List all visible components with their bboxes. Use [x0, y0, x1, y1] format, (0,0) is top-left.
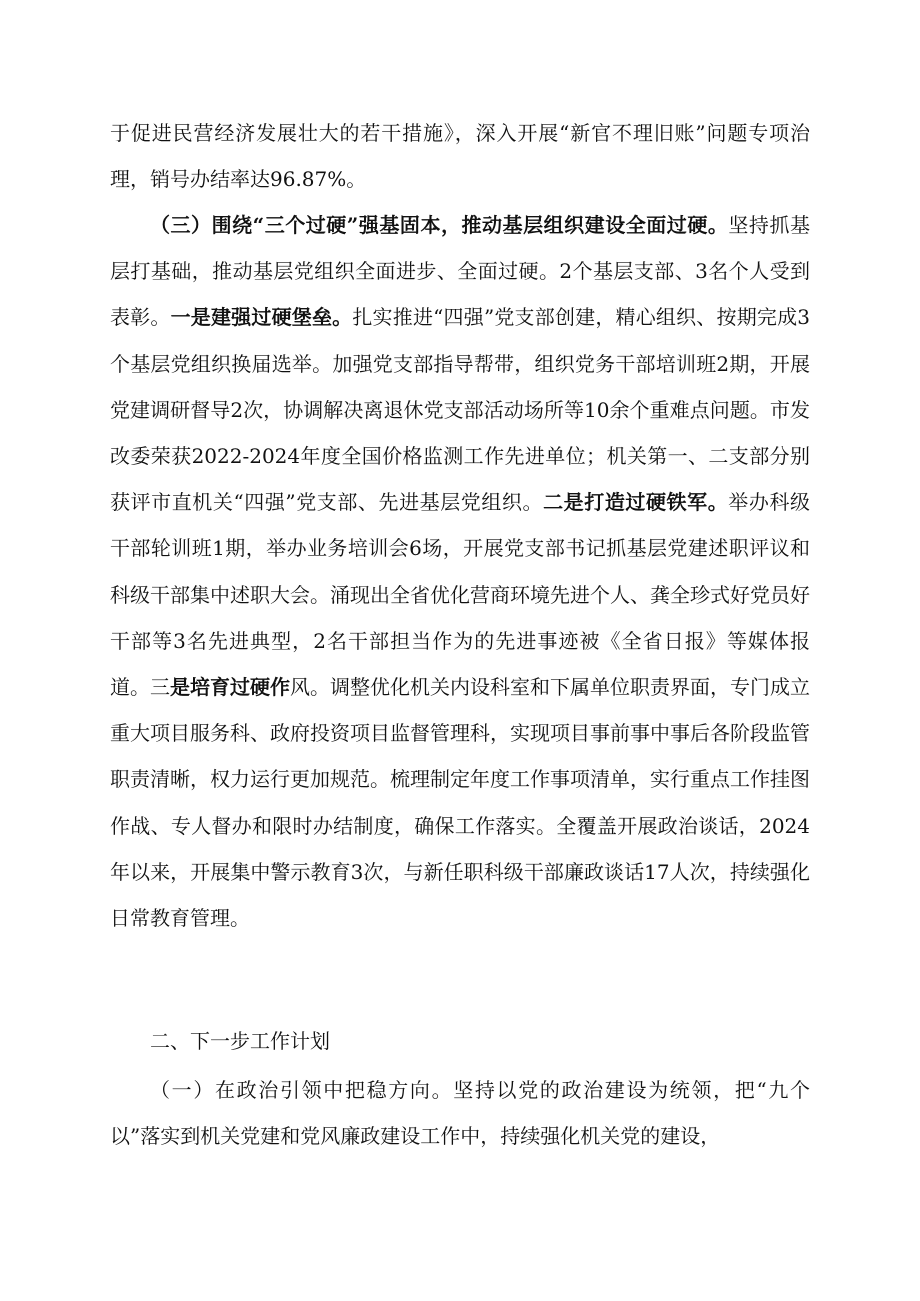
- section-three-text-1: 坚持抓基层打基础，推动基层党组织全面进步、全面过硬。2个基层支部、3名个人受到表彰。: [110, 213, 810, 330]
- section-three-text-2: 扎实推进“四强”党支部创建，精心组织、按期完成3个基层党组织换届选举。加强党支部指导帮带，组织党务干部培训班2期，开展党建调研督导2次，协调解决离退休党支部活动场所等10余个重难点问题。市发改委荣获2022-2024年度全国价格监测工作先进单位；机关第一、二支部分别获评市直机关“四强”党支部、先进基层党组织。: [110, 305, 811, 515]
- section-three-text-3: 举办科级干部轮训班1期，举办业务培训会6场，开展党支部书记抓基层党建述职评议和科级干部集中述职大会。涌现出全省优化营商环境先进个人、龚全珍式好党员好干部等3名先进典型，2名干部担当作为的先进事迹被《全省日报》等媒体报道。三: [110, 490, 811, 700]
- paragraph-plan-one: （一）在政治引领中把稳方向。坚持以党的政治建设为统领，把“九个以”落实到机关党建和党风廉政建设工作中，持续强化机关党的建设，: [110, 1078, 810, 1149]
- point-two-heading: 二是打造过硬铁军。: [543, 490, 729, 515]
- paragraph-continuation: 于促进民营经济发展壮大的若干措施》，深入开展“新官不理旧账”问题专项治理，销号办结率达96.87%。: [110, 121, 810, 192]
- point-three-heading: 是培育过硬作: [170, 675, 290, 700]
- paragraph-section-three: [110, 202, 810, 941]
- section-heading-next-plan: 二、下一步工作计划: [150, 1029, 330, 1053]
- section-three-heading: （三）围绕“三个过硬”强基固本，推动基层组织建设全面过硬。: [150, 213, 729, 237]
- point-one-heading: 一是建强过硬堡垒。: [170, 305, 353, 330]
- section-three-text-4: 风。调整优化机关内设科室和下属单位职责界面，专门成立重大项目服务科、政府投资项目监督管理科，实现项目事前事中事后各阶段监管职责清晰，权力运行更加规范。梳理制定年度工作事项清单，实行重点工作挂图作战、专人督办和限时办结制度，确保工作落实。全覆盖开展政治谈话，2024年以来，开展集中警示教育3次，与新任职科级干部廉政谈话17人次，持续强化日常教育管理。: [110, 675, 810, 931]
